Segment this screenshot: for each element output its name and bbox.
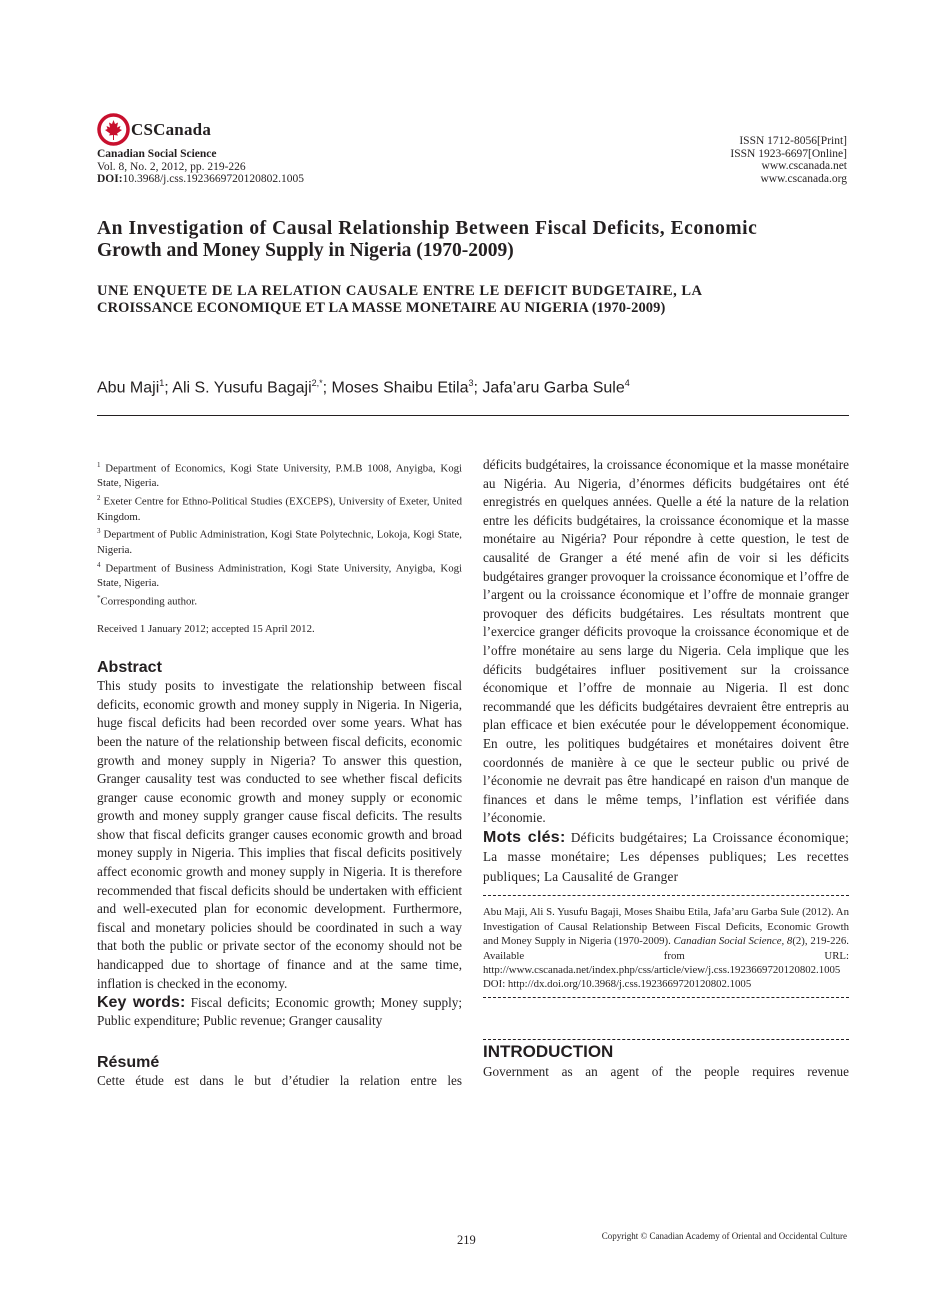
resume-text-start: Cette étude est dans le but d’étudier la relation entre les	[97, 1073, 462, 1089]
title-en-line: Growth and Money Supply in Nigeria (1970-2009)	[97, 240, 514, 261]
title-divider	[97, 415, 849, 416]
journal-doi	[97, 173, 304, 186]
citation-url[interactable]: (2), 219-226. Available from URL: http://www.cscanada.net/index.php/css/article/view/j.css.1923669720120802.1005	[483, 935, 849, 976]
keywords-text: Fiscal deficits; Economic growth; Money supply; Public expenditure; Public revenue; Granger causality	[97, 995, 463, 1028]
journal-volume: Vol. 8, No. 2, 2012, pp. 219-226	[97, 160, 246, 173]
doi-value[interactable]: 10.3968/j.css.1923669720120802.1005	[122, 173, 305, 185]
author-list	[97, 378, 630, 397]
affil-sup: 1	[97, 461, 101, 469]
author-sup: 1	[159, 378, 165, 388]
affil-text: Department of Business Administration, Kogi State University, Anyigba, Kogi State, Nigeria.	[97, 562, 462, 589]
affil-sup: 3	[97, 527, 101, 536]
title-fr-line: CROISSANCE ECONOMIQUE ET LA MASSE MONETAIRE AU NIGERIA (1970-2009)	[97, 300, 666, 316]
author-sep: ;	[322, 379, 332, 397]
author-sup: 2,*	[311, 378, 323, 388]
logo-text: CSCanada	[131, 120, 212, 139]
affil-text: Corresponding author.	[100, 595, 198, 608]
journal-logo	[97, 113, 232, 149]
resume-heading: Résumé	[97, 1054, 160, 1072]
keywords	[97, 994, 462, 1029]
author-name: Ali S. Yusufu Bagaji	[172, 379, 312, 397]
abstract-heading: Abstract	[97, 659, 162, 677]
introduction-heading: INTRODUCTION	[483, 1041, 614, 1061]
introduction-text: Government as an agent of the people requires revenue	[483, 1063, 849, 1079]
issn-online: ISSN 1923-6697[Online]	[730, 147, 847, 160]
affil-sup: *	[97, 593, 101, 602]
author-sup: 4	[624, 378, 630, 388]
mots-cles	[483, 828, 849, 887]
doi-label: DOI:	[97, 173, 123, 185]
citation-bottom-divider	[483, 997, 849, 998]
affiliation	[97, 458, 462, 491]
page-number: 219	[457, 1233, 476, 1247]
author-sup: 3	[468, 378, 474, 388]
keywords-label: Key words:	[97, 994, 186, 1012]
right-column	[483, 456, 849, 1081]
issn-info	[730, 135, 847, 185]
affiliation	[97, 558, 462, 591]
affil-sup: 2	[97, 494, 101, 503]
maple-leaf-logo-icon	[97, 113, 130, 146]
author-name: Jafa’aru Garba Sule	[482, 379, 625, 397]
title-french	[97, 283, 849, 317]
affiliation	[97, 524, 462, 557]
abstract-text: This study posits to investigate the relationship between fiscal deficits, economic growth and money supply in Nigeria. In Nigeria, huge fiscal deficits had been recorded over some years. What has been the nature of the relationship between fiscal deficits, economic growth and money supply in Nigeria? To answer this question, Granger causality test was conducted to see whether fiscal deficits granger cause economic growth and money supply or economic growth and money supply granger cause fiscal deficits. The results show that fiscal deficits granger causes economic growth and broad money supply in Nigeria. This implies that fiscal deficits positively affect economic growth and money supply in Nigeria. It is therefore recommended that fiscal deficits should be undertaken with efficient and well-executed plan for economic development. Furthermore, fiscal and monetary policies should be coordinated in such a way that both the public or private sector of the economy should not be handicapped due to shortage of finance and at the same time, inflation is checked in the economy.	[97, 678, 462, 991]
title-fr-line: UNE ENQUETE DE LA RELATION CAUSALE ENTRE LE DEFICIT BUDGETAIRE, LA	[97, 283, 703, 299]
affil-sup: 4	[97, 560, 101, 569]
title-english	[97, 218, 849, 262]
author-name: Abu Maji	[97, 379, 160, 397]
url-net-link[interactable]: www.cscanada.net	[761, 160, 847, 172]
citation-journal: Canadian Social Science, 8	[673, 935, 793, 948]
affil-text: Exeter Centre for Ethno-Political Studies (EXCEPS), University of Exeter, United Kingdom.	[97, 495, 462, 523]
copyright-notice: Copyright © Canadian Academy of Oriental and Occidental Culture	[601, 1231, 847, 1241]
intro-divider	[483, 1039, 849, 1040]
citation-text: Abu Maji, Ali S. Yusufu Bagaji, Moses Shaibu Etila, Jafa’aru Garba Sule (2012). An Investigation of Causal Relationship Between Fiscal Deficits, Economic Growth and Money Supply in Nigeria (1970-2009).	[483, 906, 849, 948]
affil-text: Department of Economics, Kogi State University, P.M.B 1008, Anyigba, Kogi State, Nigeria.	[97, 462, 462, 490]
url-org-link[interactable]: www.cscanada.org	[760, 172, 847, 185]
mots-cles-label: Mots clés:	[483, 828, 566, 846]
citation-top-divider	[483, 895, 849, 896]
issn-print: ISSN 1712-8056[Print]	[739, 135, 847, 147]
affiliation	[97, 591, 462, 609]
affil-text: Department of Public Administration, Kogi State Polytechnic, Lokoja, Kogi State, Nigeria.	[97, 528, 462, 556]
author-name: Moses Shaibu Etila	[331, 379, 469, 397]
citation-doi[interactable]: DOI: http://dx.doi.org/10.3968/j.css.1923669720120802.1005	[483, 978, 752, 991]
journal-info	[97, 148, 304, 186]
journal-name: Canadian Social Science	[97, 148, 217, 160]
author-sep: ;	[164, 379, 173, 397]
author-sep: ;	[473, 379, 483, 397]
citation-block	[483, 905, 849, 991]
resume-text-continued: déficits budgétaires, la croissance économique et la masse monétaire au Nigéria. Au Nigeria, d’énormes déficits budgétaires ont été enregistrés en quelques années. Quelle a été la nature de la relation entre les déficits budgétaires, la croissance économique et la masse monétaire au Nigéria? Pour répondre à cette question, le test de causalité de Granger a été mené afin de voir si les déficits budgétaires granger provoquer la croissance économique et l’offre de l’argent ou la croissance économique et l’offre de monnaie granger provoquer des déficits budgétaires. Les résultats montrent que l’exercice granger déficits provoque la croissance économique et de l’offre monétaire au sens large du Nigeria. Cela implique que les déficits budgétaires influer positivement sur la croissance économique et l’offre de monnaie au Nigeria. Il est donc recommandé que les déficits budgétaires devraient être entrepris au plan efficace et bien exécutée pour le développement économique. En outre, les politiques budgétaires et monétaires doivent être coordonnés de manière à ce que le secteur public ou privé de l’économie ne devrait pas être handicapé en raison d'un manque de finances et dans le même temps, l’inflation est vérifiée dans l’économie.	[483, 457, 849, 826]
affiliation	[97, 491, 462, 524]
received-dates: Received 1 January 2012; accepted 15 April 2012.	[97, 623, 315, 636]
left-column	[97, 458, 462, 1091]
mots-cles-text: Déficits budgétaires; La Croissance économique; La masse monétaire; Les dépenses publiques; Les recettes publiques; La Causalité de Granger	[483, 829, 849, 884]
title-en-line: An Investigation of Causal Relationship Between Fiscal Deficits, Economic	[97, 218, 758, 239]
